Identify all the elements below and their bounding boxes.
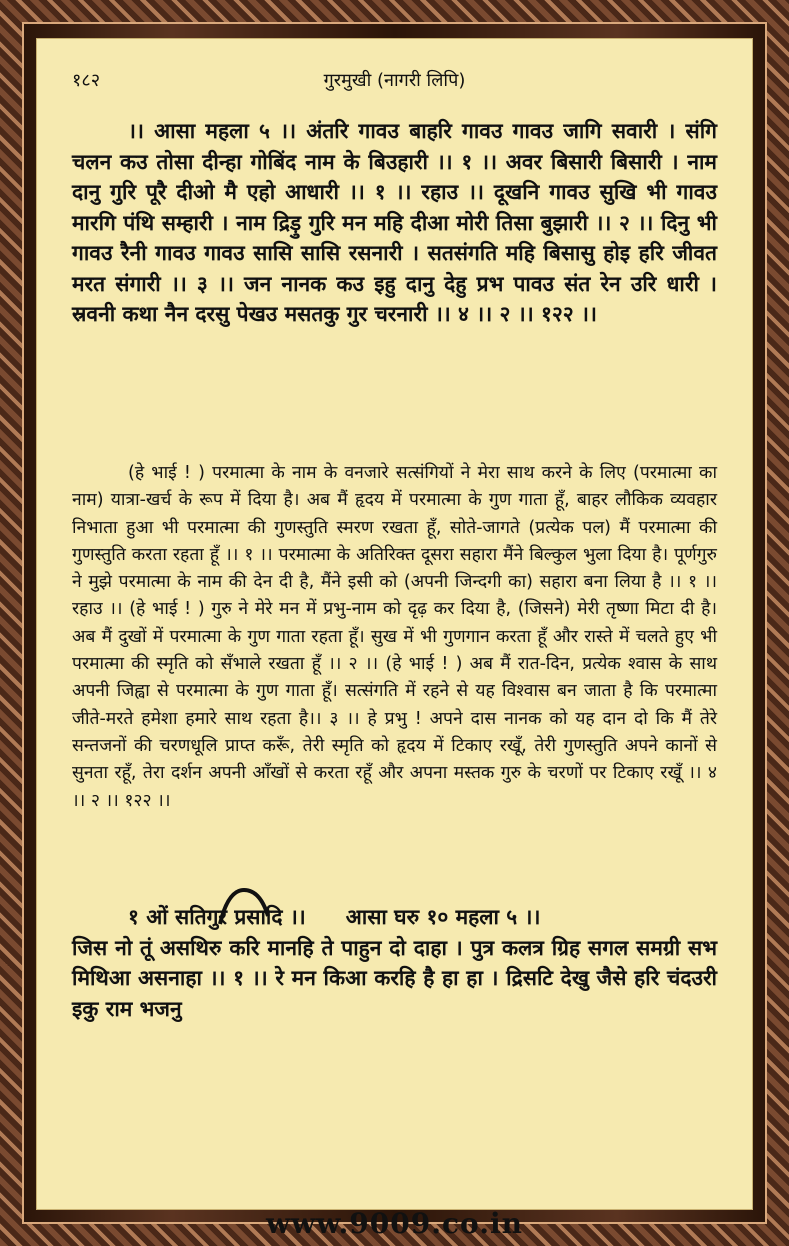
shabad-1-text: ।। आसा महला ५ ।। अंतरि गावउ बाहरि गावउ गावउ जागि सवारी । संगि चलन कउ तोसा दीन्हा गोबिंद नाम के बिउहारी ।। १ ।। अवर बिसारी बिसारी । नाम दानु गुरि पूरै दीओ मै एहो आधारी ।। १ ।। रहाउ ।। दूखनि गावउ सुखि भी गावउ मारगि पंथि सम्हारी । नाम द्रिड़ु गुरि मन महि दीआ मोरी तिसा बुझारी ।। २ ।। दिनु भी गावउ रैनी गावउ गावउ सासि सासि रसनारी । सतसंगति महि बिसासु होइ हरि जीवत मरत संगारी ।। ३ ।। जन नानक कउ इहु दानु देहु प्रभ पावउ संत रेन उरि धारी । स्रवनी कथा नैन दरसु पेखउ मसतकु गुर चरनारी ।। ४ ।। २ ।। १२२ ।। (72, 119, 717, 326)
website-footer[interactable]: www.9009.co.in (266, 1207, 523, 1240)
shabad-1 (72, 116, 717, 330)
page-title: गुरमुखी (नागरी लिपि) (323, 70, 466, 91)
page-number: १८२ (72, 70, 101, 91)
scripture-page (36, 38, 753, 1210)
translation-text: (हे भाई ! ) परमात्मा के नाम के वनजारे सत्संगियों ने मेरा साथ करने के लिए (परमात्मा का नाम) यात्रा-खर्च के रूप में दिया है। अब मैं हृदय में परमात्मा के गुण गाता हूँ, बाहर लौकिक व्यवहार निभाता हुआ भी परमात्मा की गुणस्तुति स्मरण रखता हूँ, सोते-जागते (प्रत्येक पल) मैं परमात्मा की गुणस्तुति करता रहता हूँ ।। १ ।। परमात्मा के अतिरिक्त दूसरा सहारा मैंने बिल्कुल भुला दिया है। पूर्णगुरु ने मुझे परमात्मा के नाम की देन दी है, मैंने इसी को (अपनी जिन्दगी का) सहारा बना लिया है ।। १ ।। रहाउ ।। (हे भाई ! ) गुरु ने मेरे मन में प्रभु-नाम को दृढ़ कर दिया है, (जिसने) मेरी तृष्णा मिटा दी है। अब मैं दुखों में परमात्मा के गुण गाता रहता हूँ। सुख में भी गुणगान करता हूँ और रास्ते में चलते हुए भी परमात्मा की स्मृति को सँभाले रखता हूँ ।। २ ।। (हे भाई ! ) अब मैं रात-दिन, प्रत्येक श्वास के साथ अपनी जिह्वा से परमात्मा के गुण गाता हूँ। सत्संगति में रहने से यह विश्वास बन जाता है कि परमात्मा जीते-मरते हमेशा हमारे साथ रहता है।। ३ ।। हे प्रभु ! अपने दास नानक को यह दान दो कि मैं तेरे सन्तजनों की चरणधूलि प्राप्त करूँ, तेरी स्मृति को हृदय में टिकाए रखूँ, तेरी गुणस्तुति अपने कानों से सुनता रहूँ, तेरा दर्शन अपनी आँखों से करता रहूँ और अपना मस्तक गुरु के चरणों पर टिकाए रखूँ ।। ४ ।। २ ।। १२२ ।। (72, 463, 717, 811)
shabad-2 (72, 902, 717, 1024)
shabad-2-heading-left: १ ओं सतिगुर प्रसादि ।। (128, 905, 306, 929)
page-header (72, 68, 717, 98)
shabad-2-heading-right: आसा घरु १० महला ५ ।। (345, 905, 541, 929)
translation (72, 460, 717, 815)
shabad-2-text: जिस नो तूं असथिरु करि मानहि ते पाहुन दो दाहा । पुत्र कलत्र ग्रिह सगल समग्री सभ मिथिआ असनाहा ।। १ ।। रे मन किआ करहि है हा हा । द्रिसटि देखु जैसे हरि चंदउरी इकु राम भजनु (72, 935, 717, 1021)
